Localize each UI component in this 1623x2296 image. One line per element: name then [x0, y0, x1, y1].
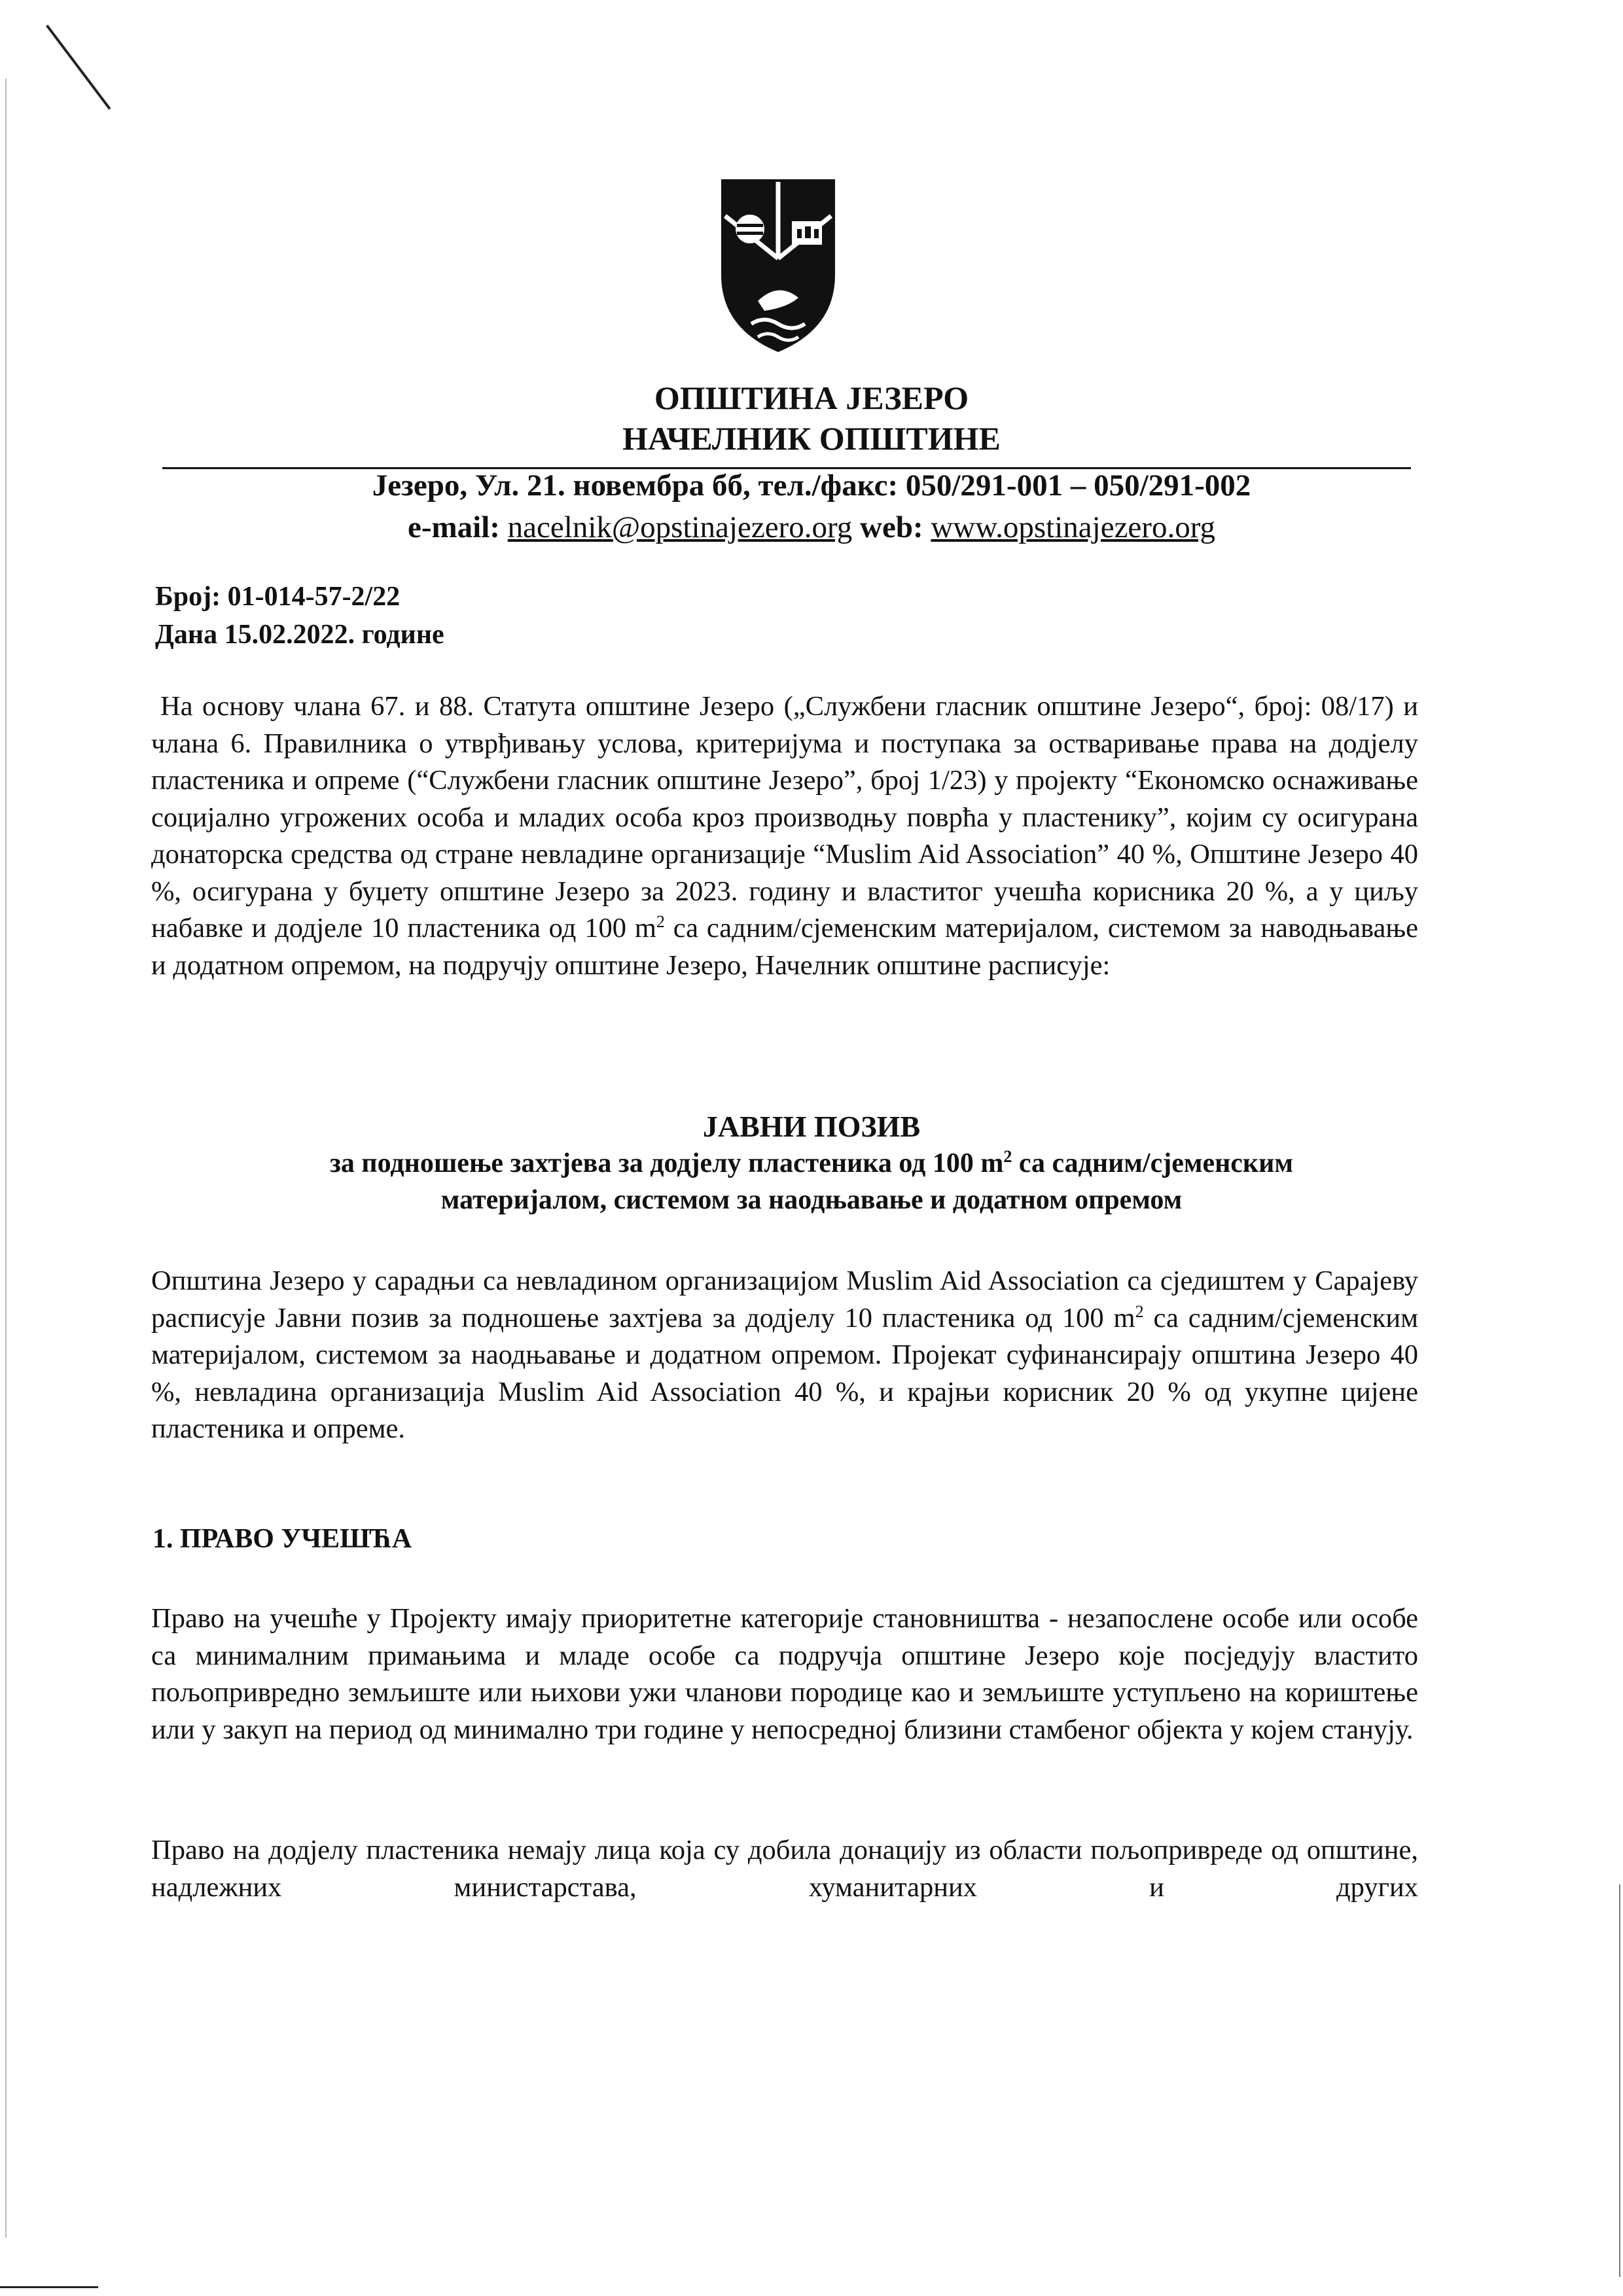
- section-heading: 1. ПРАВО УЧЕШЋА: [152, 1524, 412, 1554]
- scan-mark-diagonal: [46, 25, 111, 110]
- call-subtitle-line2: материјалом, системом за наодњавање и додатном опремом: [440, 1185, 1183, 1215]
- document-date: Дана 15.02.2022. године: [155, 620, 444, 650]
- web-link[interactable]: www.opstinajezero.org: [931, 510, 1215, 544]
- office-name: НАЧЕЛНИК ОПШТИНЕ: [622, 420, 1001, 457]
- scan-mark-bottom-left: [0, 2286, 98, 2288]
- body-paragraph: Општина Језеро у сарадњи са невладином организацијом Muslim Aid Association са сједиштем у Сарајеву расписује Јавни позив за подношење захтјева за додјелу 10 пластеника од 100 $m^2$ са садним/сјеменским материјалом, системом за наодњавање и додатном опремом. Пројекат суфинансирају општина Језеро 40 %, невладина организација Muslim Aid Association 40 %, и крајњи корисник 20 % од укупне цијене пластеника и опреме.: [151, 1265, 1418, 1444]
- email-label: e-mail:: [407, 510, 500, 544]
- call-title: ЈАВНИ ПОЗИВ: [702, 1110, 921, 1143]
- section-paragraph-1: Право на учешће у Пројекту имају приоритетне категорије становништва - незапослене особе или особе са минималним примањима и младе особе са подручја општине Језеро које посједују властито пољопривредно земљиште или њихови ужи чланови породице као и земљиште уступљено на кориштење или у закуп на период од минимално три године у непосредној близини стамбеног објекта у којем станују.: [151, 1603, 1418, 1745]
- municipality-crest-icon: [719, 177, 838, 355]
- email-link[interactable]: nacelnik@opstinajezero.org: [507, 510, 853, 544]
- section-paragraph-2: Право на додјелу пластеника немају лица која су добила донацију из области пољопривреде од општине, надлежних министарстава, хуманитарних и других: [151, 1835, 1418, 1903]
- address-line: Језеро, Ул. 21. новембра бб, тел./факс: 050/291-001 – 050/291-002: [372, 468, 1251, 503]
- document-number: Број: 01-014-57-2/22: [155, 582, 401, 612]
- intro-paragraph: На основу члана 67. и 88. Статута општине Језеро („Службени гласник општине Језеро“, број: 08/17) и члана 6. Правилника о утврђивању услова, критеријума и поступака за остваривање права на додјелу пластеника и опреме (“Службени гласник општине Језеро”, број 1/23) у пројекту “Економско оснаживање социјално угрожених особа и младих особа кроз производњу поврћа у пластенику”, којим су осигурана донаторска средства од стране невладине организације “Muslim Aid Association” 40 %, Општине Језеро 40 %, осигурана у буџету општине Језеро за 2023. годину и властитог учешћа корисника 20 %, а у циљу набавке и додјеле 10 пластеника од 100 $m^2$ са садним/сјеменским материјалом, системом за наводњавање и додатном опремом, на подручју општине Језеро, Начелник општине расписује:: [151, 691, 1418, 981]
- contact-line: [0, 508, 1623, 547]
- call-subtitle-line1: за подношење захтјева за додјелу пластеника од 100 $m^2$ са садним/сјеменским: [330, 1147, 1293, 1178]
- municipality-name: ОПШТИНА ЈЕЗЕРО: [654, 380, 969, 416]
- web-label: web:: [860, 510, 923, 544]
- scan-mark-right-edge: [1619, 1884, 1620, 2277]
